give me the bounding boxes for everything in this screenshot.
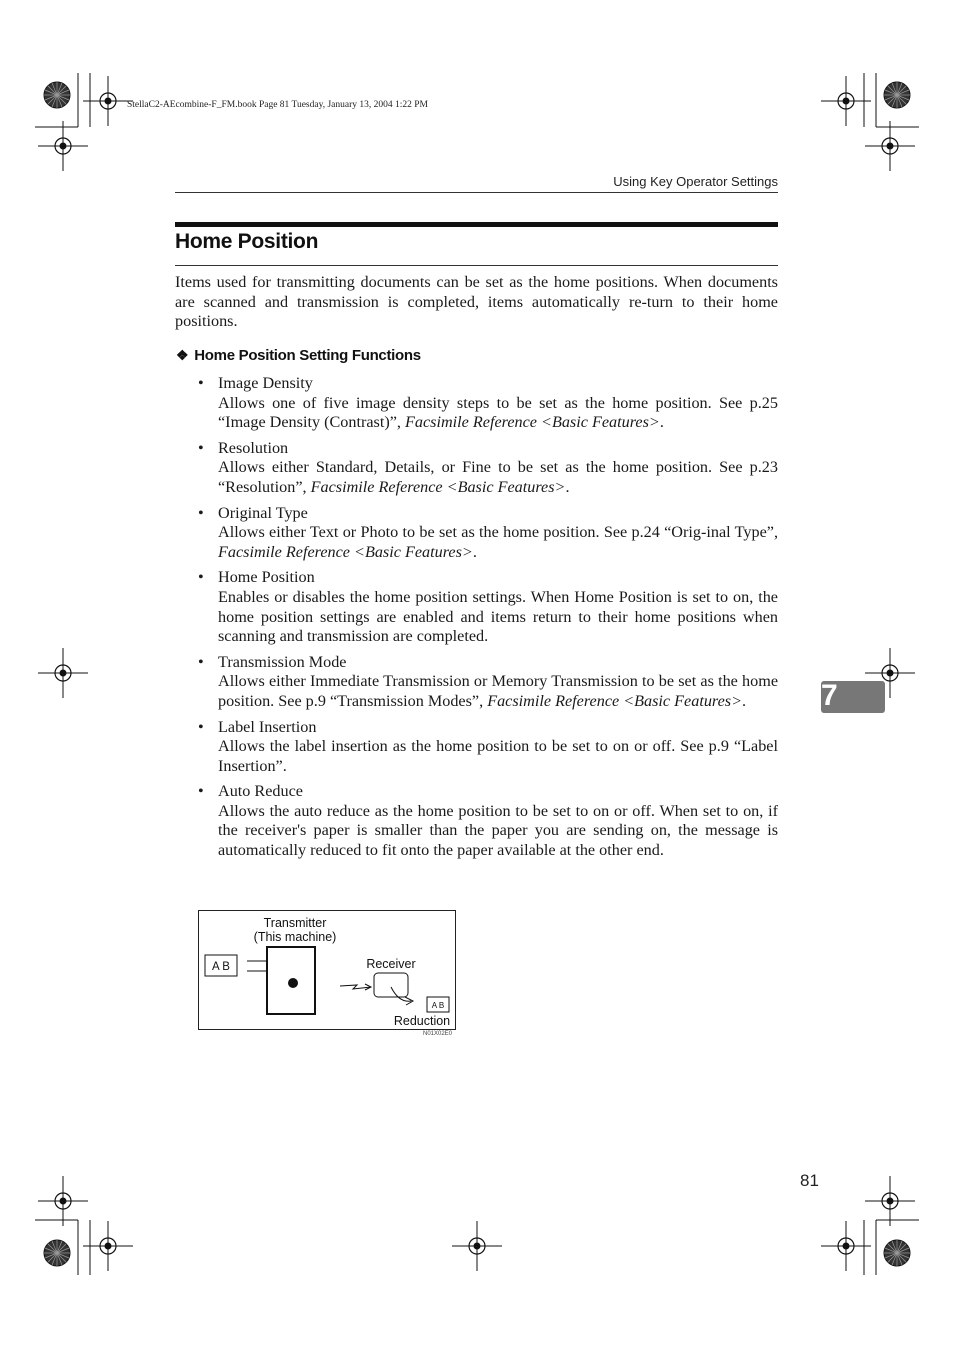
- header-rule: [175, 192, 778, 193]
- item-description: [218, 802, 778, 861]
- bullet-icon: •: [198, 438, 204, 457]
- bullet-icon: •: [198, 717, 204, 736]
- item-reference: Facsimile Reference <Basic Features>: [218, 542, 473, 561]
- item-desc-text: Allows either Standard, Details, or Fine to be set as the home position. See p.23 “Resolution”,: [218, 458, 778, 496]
- diagram-drawing: [199, 911, 455, 1029]
- item-description: [218, 588, 778, 647]
- item-description: [218, 672, 778, 711]
- item-desc-end: .: [565, 477, 570, 496]
- item-desc-text: Allows the auto reduce as the home position to be set to on or off. When set to on, if the receiver's paper is smaller than the paper you are sending on, the message is automatically reduced to fit onto the paper available at the other end.: [218, 801, 778, 860]
- item-description: [218, 523, 778, 562]
- item-title: Auto Reduce: [218, 782, 303, 801]
- bullet-icon: •: [198, 652, 204, 671]
- running-header: Using Key Operator Settings: [613, 174, 778, 189]
- item-title: Home Position: [218, 568, 315, 587]
- item-title: Original Type: [218, 503, 308, 522]
- bullet-icon: •: [198, 568, 204, 587]
- page-number: 81: [800, 1171, 819, 1190]
- chapter-tab: [821, 681, 885, 713]
- title-top-rule: [175, 222, 778, 227]
- machine-dot-icon: [288, 978, 298, 988]
- item-title: Label Insertion: [218, 717, 317, 736]
- item-desc-end: .: [472, 542, 477, 561]
- page-title: Home Position: [175, 230, 319, 253]
- item-reference: Facsimile Reference <Basic Features>: [487, 691, 743, 710]
- chapter-number: 7: [821, 679, 838, 712]
- list-item: [198, 568, 778, 646]
- item-desc-text: Allows either Text or Photo to be set as the home position. See p.24 “Orig-inal Type”,: [218, 523, 778, 542]
- item-description: [218, 737, 778, 776]
- list-item: [198, 504, 778, 563]
- original-document-label: A B: [212, 961, 230, 973]
- item-desc-text: Allows either Immediate Transmission or Memory Transmission to be set as the home position. See p.9 “Transmission Modes”,: [218, 672, 778, 710]
- subheading-text: Home Position Setting Functions: [194, 347, 421, 364]
- file-info: StellaC2-AEcombine-F_FM.book Page 81 Tuesday, January 13, 2004 1:22 PM: [127, 100, 429, 110]
- receiver-machine: [374, 973, 408, 997]
- item-desc-text: Enables or disables the home position settings. When Home Position is set to on, the home position settings are enabled and items return to their home positions when scanning and transmission are completed.: [218, 587, 778, 646]
- item-title: Resolution: [218, 438, 289, 457]
- item-desc-end: .: [659, 413, 664, 432]
- list-item: [198, 782, 778, 860]
- reduction-label: Reduction: [393, 1014, 451, 1028]
- diagram-code: N01X02E0: [423, 1031, 453, 1037]
- intro-paragraph: Items used for transmitting documents can be set as the home positions. When documents are scanned and transmission is completed, items automatically re-turn to their home positions.: [175, 273, 778, 331]
- list-item: [198, 653, 778, 712]
- item-desc-end: .: [742, 691, 747, 710]
- reduced-document-label: A B: [431, 1001, 445, 1010]
- bullet-icon: •: [198, 374, 204, 392]
- item-title: Image Density: [218, 374, 313, 392]
- auto-reduce-diagram: [198, 910, 456, 1030]
- section-subheading: [176, 347, 421, 364]
- item-description: [218, 394, 778, 433]
- list-item: [198, 718, 778, 777]
- item-desc-text: Allows one of five image density steps to be set as the home position. See p.25 “Image Density (Contrast)”,: [218, 393, 778, 432]
- item-description: [218, 458, 778, 497]
- settings-list: [198, 374, 778, 867]
- item-reference: Facsimile Reference <Basic Features>: [405, 413, 660, 432]
- receiver-label: Receiver: [366, 957, 416, 971]
- signal-icon: [340, 985, 371, 989]
- item-desc-text: Allows the label insertion as the home position to be set to on or off. See p.9 “Label Insertion”.: [218, 737, 778, 775]
- diamond-icon: ❖: [176, 347, 189, 363]
- list-item: [198, 439, 778, 498]
- list-item: [198, 374, 778, 433]
- transmitter-sublabel: (This machine): [253, 930, 337, 944]
- title-bottom-rule: [175, 265, 778, 266]
- transmitter-label: Transmitter: [263, 916, 327, 930]
- item-title: Transmission Mode: [218, 652, 347, 671]
- bullet-icon: •: [198, 782, 204, 801]
- bullet-icon: •: [198, 503, 204, 522]
- item-reference: Facsimile Reference <Basic Features>: [310, 477, 566, 496]
